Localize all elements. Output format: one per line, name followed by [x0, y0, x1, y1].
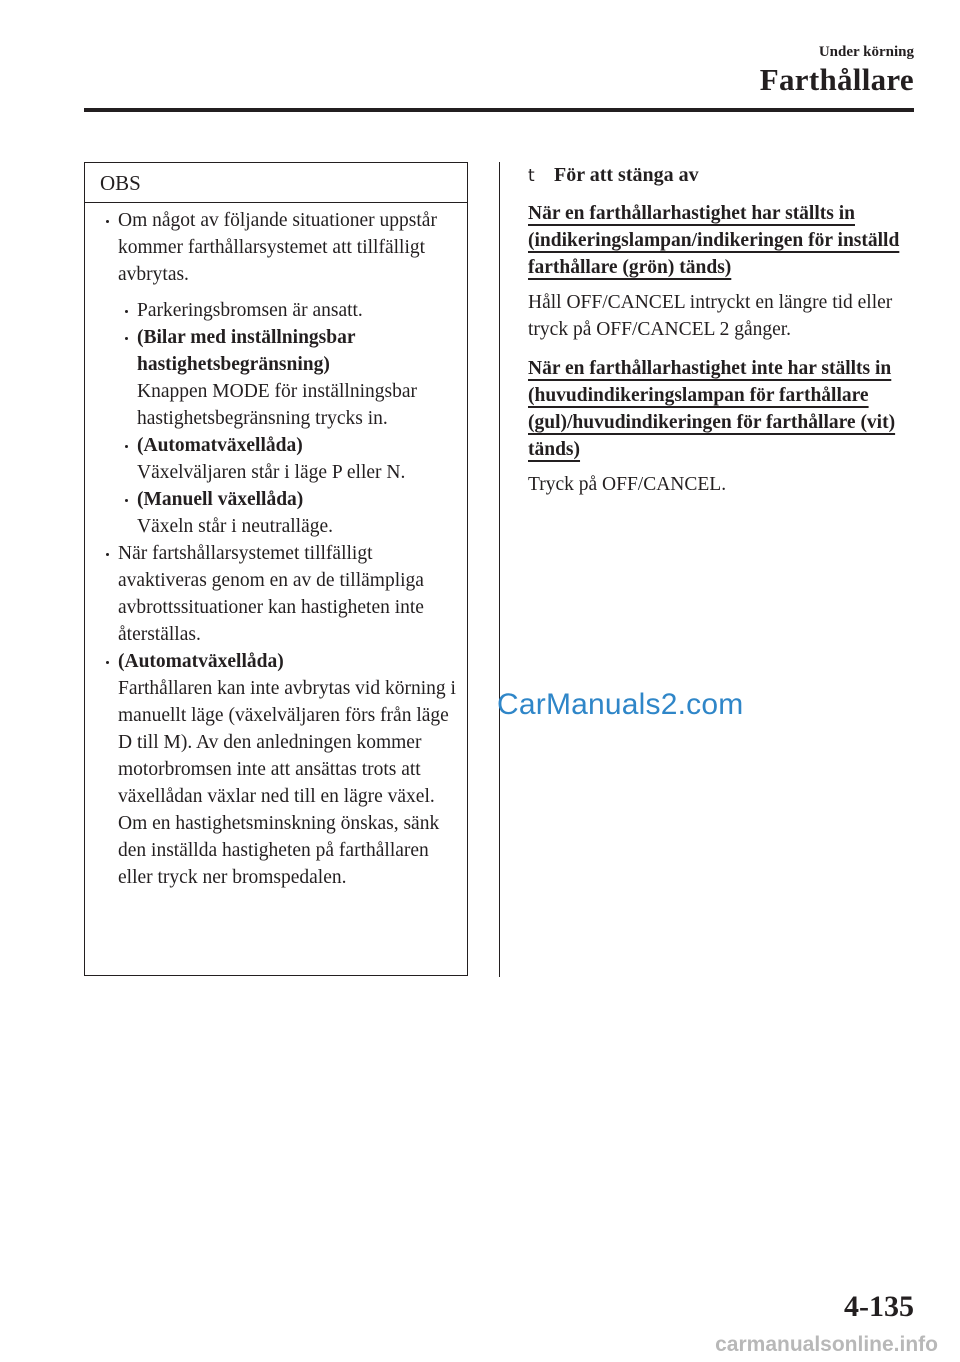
note-item: Om något av följande situationer uppstår kommer farthållarsystemet att tillfälligt avbrytas. — [99, 207, 457, 288]
paragraph: Tryck på OFF/CANCEL. — [528, 474, 727, 495]
note-item-heading: (Automatväxellåda) — [118, 651, 284, 672]
section-title: För att stänga av — [554, 164, 699, 186]
subsection-heading — [528, 355, 913, 463]
note-heading: OBS — [85, 163, 467, 203]
note-subitem-heading: (Bilar med inställningsbar hastighetsbegränsning) — [137, 327, 356, 375]
note-body — [85, 203, 467, 891]
header-rule — [84, 108, 914, 112]
note-subitem-heading: (Automatväxellåda) — [137, 435, 303, 456]
header-section-label: Under körning — [818, 44, 914, 60]
note-subitem-heading: (Manuell växellåda) — [137, 489, 304, 510]
note-subitem — [118, 486, 457, 540]
note-subitem — [118, 324, 457, 432]
note-subitem-text: Växelväljaren står i läge P eller N. — [137, 462, 406, 483]
page-title: Farthållare — [759, 62, 914, 97]
subsection-heading-text: När en farthållarhastighet har ställts in (indikeringslampan/indikeringen för inställd farthållare (grön) tänds) — [528, 203, 900, 278]
note-item: När fartshållarsystemet tillfälligt avaktiveras genom en av de tillämpliga avbrottssituationer kan hastigheten inte återställas. — [99, 540, 457, 648]
note-subitem-text: Växeln står i neutralläge. — [137, 516, 333, 537]
watermark: CarManuals2.com — [497, 688, 744, 721]
column-divider — [499, 162, 500, 977]
subsection-heading — [528, 200, 913, 281]
page-number: 4-135 — [844, 1290, 914, 1323]
note-subitem-text: Knappen MODE för inställningsbar hastighetsbegränsning trycks in. — [137, 381, 417, 429]
footer-watermark: carmanualsonline.info — [715, 1333, 938, 1356]
section-heading — [528, 162, 913, 190]
note-subitem: Parkeringsbromsen är ansatt. — [118, 297, 457, 324]
note-subitem — [118, 432, 457, 486]
note-box — [84, 162, 468, 976]
section-marker-icon: t — [528, 166, 535, 186]
note-item — [99, 648, 457, 891]
right-column — [528, 162, 913, 510]
paragraph: Håll OFF/CANCEL intryckt en längre tid eller tryck på OFF/CANCEL 2 gånger. — [528, 292, 893, 340]
note-item-text: Farthållaren kan inte avbrytas vid körning i manuellt läge (växelväljaren förs från läge D till M). Av den anledningen kommer motorbromsen inte att ansättas trots att växellådan växlar ned till en lägre växel. Om en hastighetsminskning önskas, sänk den inställda hastigheten på farthållaren eller tryck ner bromspedalen. — [118, 678, 456, 888]
subsection-heading-text: När en farthållarhastighet inte har ställts in (huvudindikeringslampan för farthållare (gul)/huvudindikeringen för farthållare (vit) tänds) — [528, 358, 896, 460]
